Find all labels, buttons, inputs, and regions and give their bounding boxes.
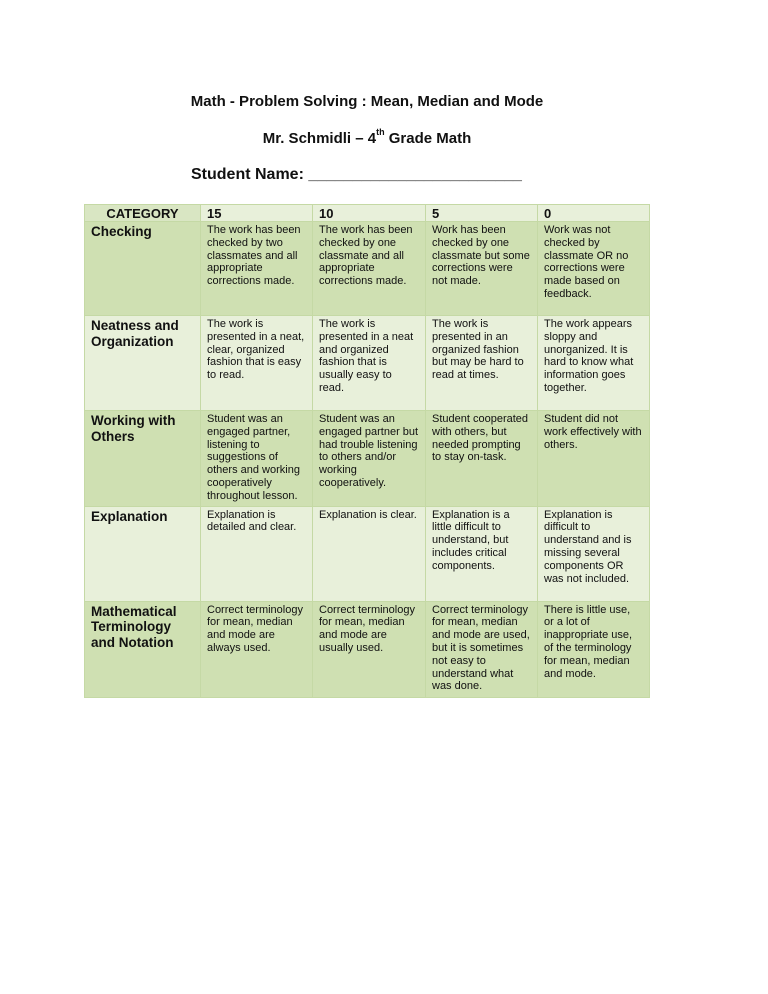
column-header-5: 5 xyxy=(426,205,538,222)
criteria-cell: Explanation is clear. xyxy=(313,506,426,601)
teacher-class-line xyxy=(0,127,734,147)
table-row xyxy=(85,601,650,697)
criteria-cell: Correct terminology for mean, median and mode are always used. xyxy=(201,601,313,697)
criteria-cell: Work was not checked by classmate OR no corrections were made based on feedback. xyxy=(538,222,650,316)
criteria-cell: Work has been checked by one classmate but some corrections were not made. xyxy=(426,222,538,316)
student-name-line: Student Name: ________________________ xyxy=(191,166,522,183)
column-header-10: 10 xyxy=(313,205,426,222)
criteria-cell: The work is presented in a neat, clear, organized fashion that is easy to read. xyxy=(201,316,313,411)
table-row xyxy=(85,222,650,316)
grade-ordinal-suffix: th xyxy=(376,127,385,137)
criteria-cell: Correct terminology for mean, median and mode are usually used. xyxy=(313,601,426,697)
criteria-cell: Explanation is detailed and clear. xyxy=(201,506,313,601)
column-header-0: 0 xyxy=(538,205,650,222)
category-cell: Working with Others xyxy=(85,411,201,507)
criteria-cell: There is little use, or a lot of inappropriate use, of the terminology for mean, median and mode. xyxy=(538,601,650,697)
teacher-class-prefix: Mr. Schmidli – 4 xyxy=(262,130,377,147)
column-header-15: 15 xyxy=(201,205,313,222)
criteria-cell: Student did not work effectively with others. xyxy=(538,411,650,507)
criteria-cell: The work has been checked by two classmates and all appropriate corrections made. xyxy=(201,222,313,316)
criteria-cell: Explanation is a little difficult to understand, but includes critical components. xyxy=(426,506,538,601)
rubric-table xyxy=(84,204,650,698)
category-cell: Explanation xyxy=(85,506,201,601)
criteria-cell: Student cooperated with others, but needed prompting to stay on-task. xyxy=(426,411,538,507)
criteria-cell: Student was an engaged partner, listening to suggestions of others and working cooperatively throughout lesson. xyxy=(201,411,313,507)
table-row xyxy=(85,316,650,411)
table-row xyxy=(85,506,650,601)
category-cell: Checking xyxy=(85,222,201,316)
criteria-cell: Correct terminology for mean, median and mode are used, but it is sometimes not easy to understand what was done. xyxy=(426,601,538,697)
criteria-cell: The work is presented in an organized fashion but may be hard to read at times. xyxy=(426,316,538,411)
teacher-class-suffix: Grade Math xyxy=(384,130,472,147)
column-header-category: CATEGORY xyxy=(85,205,201,222)
criteria-cell: The work has been checked by one classmate and all appropriate corrections made. xyxy=(313,222,426,316)
criteria-cell: Explanation is difficult to understand and is missing several components OR was not included. xyxy=(538,506,650,601)
rubric-header-row xyxy=(85,205,650,222)
criteria-cell: The work appears sloppy and unorganized. It is hard to know what information goes together. xyxy=(538,316,650,411)
category-cell: Neatness and Organization xyxy=(85,316,201,411)
page-title: Math - Problem Solving : Mean, Median and Mode xyxy=(190,93,544,110)
criteria-cell: Student was an engaged partner but had trouble listening to others and/or working cooperatively. xyxy=(313,411,426,507)
category-cell: Mathematical Terminology and Notation xyxy=(85,601,201,697)
criteria-cell: The work is presented in a neat and organized fashion that is usually easy to read. xyxy=(313,316,426,411)
table-row xyxy=(85,411,650,507)
